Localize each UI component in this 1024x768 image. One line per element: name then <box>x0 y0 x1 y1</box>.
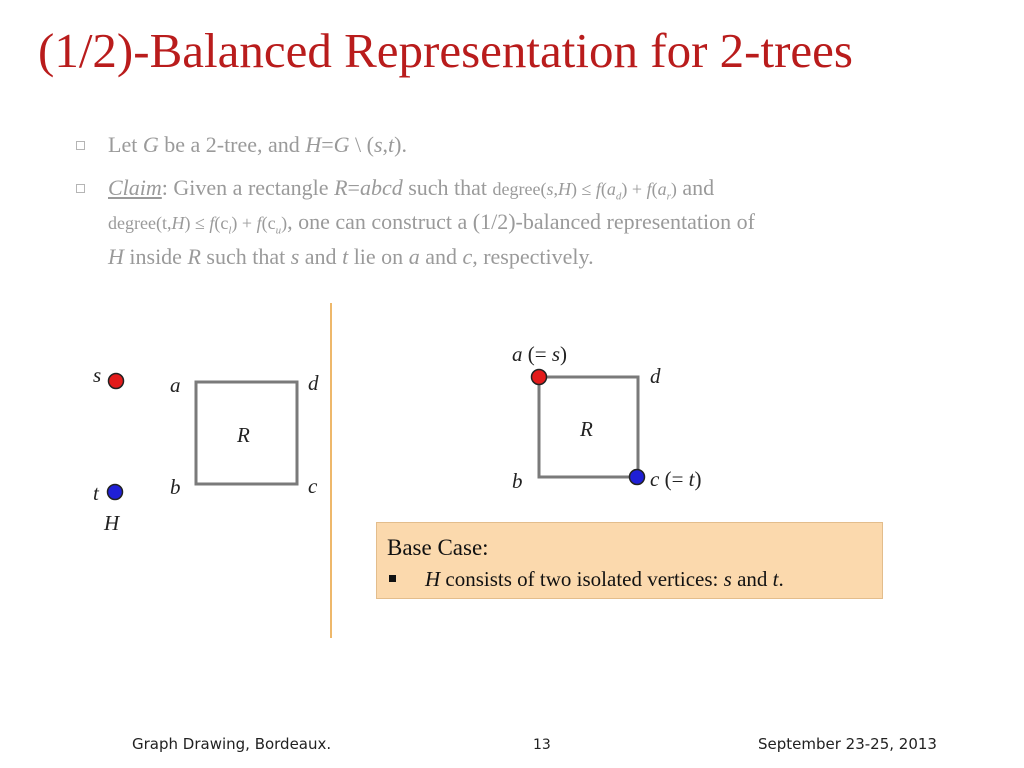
right-label-a-eq-s: a (= s) <box>512 342 568 366</box>
left-label-b: b <box>170 475 181 499</box>
right-vertex-t-at-c <box>630 470 645 485</box>
footer-conference: Graph Drawing, Bordeaux. <box>132 735 332 753</box>
right-label-c-eq-t: c (= t) <box>650 467 702 491</box>
right-label-R: R <box>580 417 593 441</box>
base-case-box <box>376 522 883 599</box>
left-vertex-t <box>108 485 123 500</box>
bullet-1: Let G be a 2-tree, and H=G \ (s,t). <box>108 132 407 157</box>
bullet-2-line-1: Claim: Given a rectangle R=abcd such that degree(s,H) ≤ $f(a_d) + f(a_r)$ and <box>108 175 715 203</box>
left-label-d: d <box>308 371 319 395</box>
footer-page-number: 13 <box>533 737 551 753</box>
bullet-2-line-2: degree(t,H) ≤ $f(c_l) + f(c_u)$, one can construct a (1/2)-balanced representation of <box>108 209 755 237</box>
base-case-heading: Base Case: <box>387 535 489 560</box>
right-label-b: b <box>512 469 523 493</box>
right-vertex-s-at-a <box>532 370 547 385</box>
left-label-s: s <box>93 363 102 387</box>
base-case-bullet-marker <box>389 575 396 582</box>
bullet-2-line-3: H inside R such that s and t lie on a and c, respectively. <box>108 244 594 269</box>
base-case-item: H consists of two isolated vertices: s and t. <box>425 567 784 591</box>
footer-date: September 23-25, 2013 <box>758 735 937 753</box>
right-label-d: d <box>650 364 661 388</box>
left-label-H: H <box>104 511 120 535</box>
left-label-t: t <box>93 481 99 505</box>
slide-title: (1/2)-Balanced Representation for 2-trees <box>38 23 853 78</box>
left-vertex-s <box>109 374 124 389</box>
left-label-R: R <box>237 423 250 447</box>
left-label-a: a <box>170 373 181 397</box>
left-label-c: c <box>308 474 318 498</box>
